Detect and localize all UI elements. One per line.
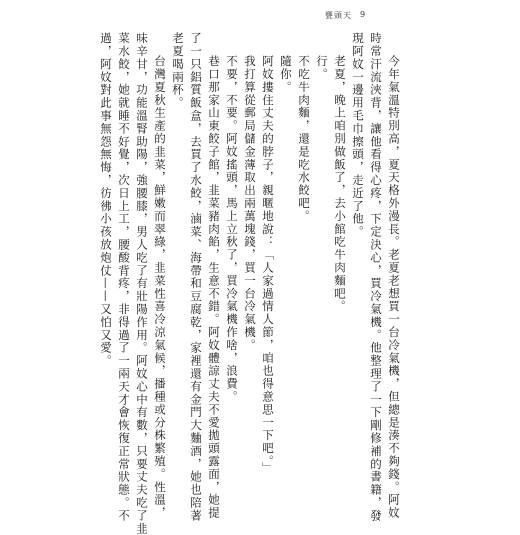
running-head xyxy=(325,10,366,21)
text-line: 隨你。 xyxy=(279,55,293,94)
text-line: 菜水餃，她就睡不好覺，次日上工，腰酸背疼，非得過了一兩天才會恢復正常狀態。不 xyxy=(117,32,131,523)
text-line: 老夏喝兩杯。 xyxy=(171,32,185,110)
text-line: 現阿妏一邊用毛巾擦頭，走近了他。 xyxy=(351,32,365,239)
text-line: 阿妏摟住丈夫的脖子，親暱地說：「人家過情人節，咱也得意思一下吧。」 xyxy=(261,55,275,475)
body-text xyxy=(97,32,403,535)
text-line: 老夏，晚上咱別做飯了，去小館吃牛肉麵吧。 xyxy=(333,55,347,313)
text-line: 味辛甘，功能溫腎助陽，強腰膝，男人吃了有壯陽作用。阿妏心中有數，只要丈夫吃了韭 xyxy=(135,32,149,535)
text-line: 台灣夏秋生產的韭菜，鮮嫩而翠綠，韭菜性喜冷涼氣候，播種或分株繁殖。性溫， xyxy=(153,55,167,520)
text-line: 了一只鋁質飯盒，去買了水餃，滷菜、海帶和豆腐乾，家裡還有金門大麯酒，她也陪著 xyxy=(189,32,203,523)
text-line: 過，阿妏對此事無怨無悔，彷彿小孩放炮仗——又怕又愛。 xyxy=(99,32,113,368)
running-head-title: 甕頭天 xyxy=(325,11,352,20)
text-line: 時常汗流浹背，讓他看得心疼，下定決心，買冷氣機。他整理了一下剛修補的書籍，發 xyxy=(369,32,383,523)
text-line: 巷口那家山東餃子館，韭菜豬肉餡，生意不錯。阿妏體諒丈夫不愛拋頭露面，她提 xyxy=(207,55,221,520)
text-line: 行。 xyxy=(315,55,329,81)
page-number: 9 xyxy=(360,10,367,19)
text-line: 不要，不要。阿妏搖頭，馬上立秋了，買冷氣機作啥，浪費。 xyxy=(225,55,239,404)
text-line: 今年氣溫特別高，夏天格外漫長。老夏老想買一台冷氣機，但總是湊不夠錢。阿妏 xyxy=(387,55,401,520)
text-line: 不吃牛肉麵，還是吃水餃吧。 xyxy=(297,55,311,223)
text-line: 我打算從郵局儲金薄取出兩萬塊錢，買一台冷氣機。 xyxy=(243,55,257,352)
